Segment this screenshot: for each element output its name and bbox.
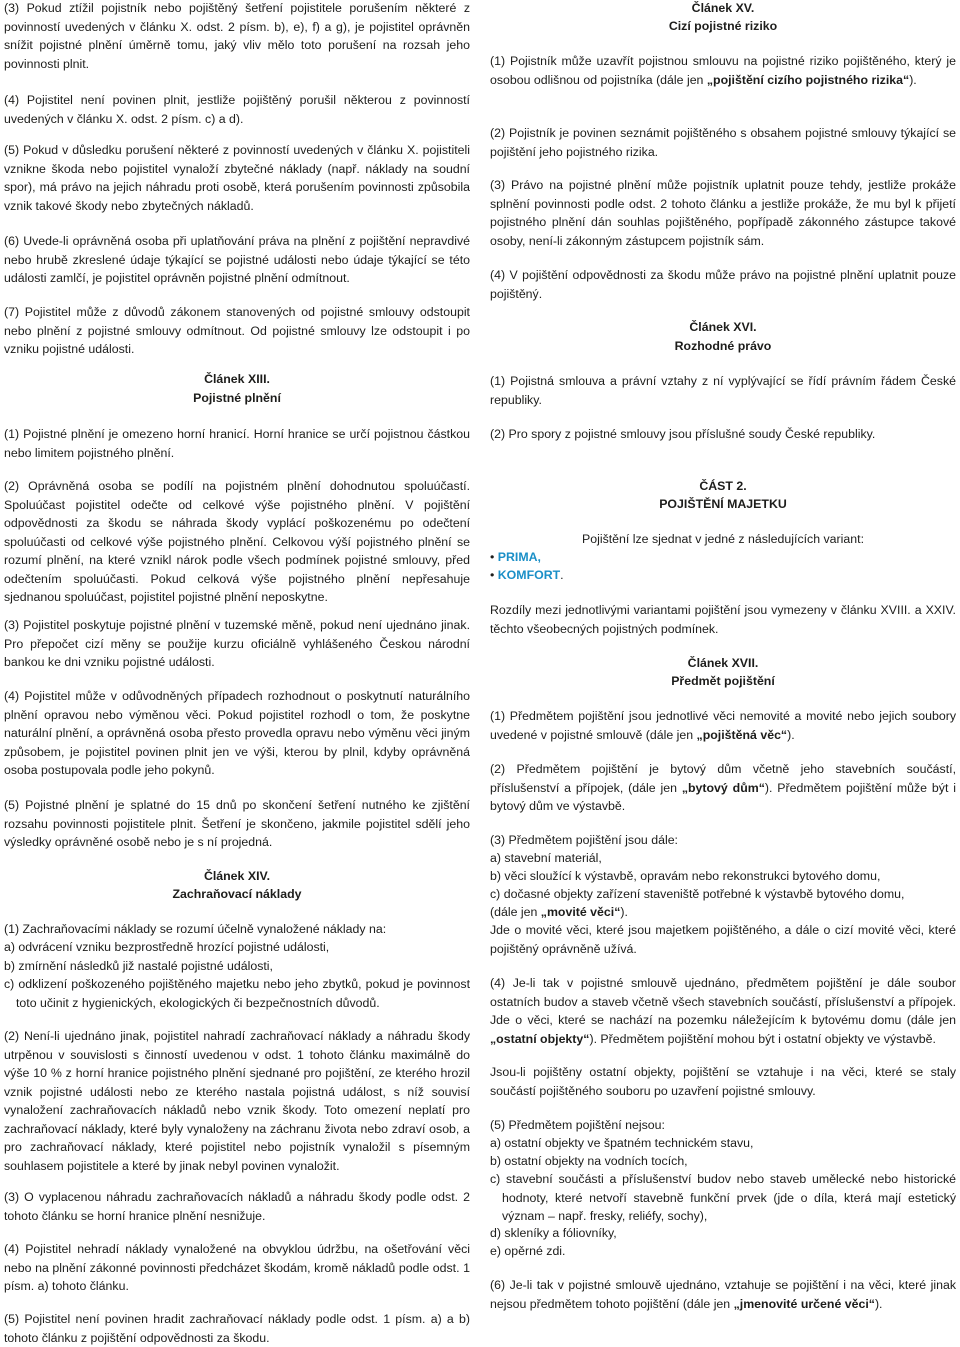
list-item-e: e) opěrné zdi. xyxy=(490,1244,566,1258)
article-15-paragraph-1: (1) Pojistník může uzavřít pojistnou smlouvu na pojistné riziko pojištěného, který je osobou odlišnou od pojistníka (dále jen „pojištění cizího pojistného rizika“). xyxy=(490,54,956,87)
variants-intro: Pojištění lze sjednat v jedné z následujících variant: xyxy=(581,532,864,546)
defined-term: „pojištěná věc“ xyxy=(696,727,788,742)
paragraph-4: (4) Pojistitel není povinen plnit, jestliže pojištěný porušil některou z povinností uvedených v článku X. odst. 2 písm. c) a d). xyxy=(4,93,470,126)
article-16-number: Článek XVI. xyxy=(689,320,757,334)
article-15-number: Článek XV. xyxy=(691,1,755,15)
article-17-paragraph-3-note: Jde o movité věci, které jsou majetkem pojištěného, a dále o cizí movité věci, které pojištěný oprávněně užívá. xyxy=(490,923,956,956)
variants-note: Rozdíly mezi jednotlivými variantami pojištění jsou vymezeny v článku XVIII. a XXIV. těchto všeobecných pojistných podmínek. xyxy=(490,603,956,636)
list-item-b: b) ostatní objekty na vodních tocích, xyxy=(490,1154,688,1168)
variant-item-komfort: • KOMFORT. xyxy=(490,568,564,582)
defined-term: „bytový dům“ xyxy=(681,780,765,795)
article-17-paragraph-2: (2) Předmětem pojištění je bytový dům včetně jeho stavebních součástí, příslušenství a přípojek, (dále jen „bytový dům“). Předmětem pojištění může být i bytový dům ve výstavbě. xyxy=(490,762,956,813)
article-13-paragraph-3: (3) Pojistitel poskytuje pojistné plnění v tuzemské měně, pokud není ujednáno jinak. Pro přepočet cizí měny se použije kurzu oficiálně vyhlášeného Českou národní bankou ke dni vzniku pojistné události. xyxy=(4,618,470,669)
article-13-paragraph-5: (5) Pojistné plnění je splatné do 15 dnů po skončení šetření nutného ke zjištění rozsahu povinnosti pojistitele plnit. Šetření je skončeno, jakmile pojistitel sdělí jeho výsledky oprávněné osobě nebo je s ní projedná. xyxy=(4,798,470,849)
list-item-a: a) ostatní objekty ve špatném technickém stavu, xyxy=(490,1136,754,1150)
article-17-paragraph-4: (4) Je-li tak v pojistné smlouvě ujednáno, předmětem pojištění je dále soubor ostatních budov a staveb včetně všech stavebních součástí, příslušenství a přípojek. Jde o věci, které se nachází na pozemku náležejícím k bytovému domu (dále jen „ostatní objekty“). Předmětem pojištění mohou být i ostatní objekty ve výstavbě. xyxy=(490,976,956,1046)
article-15-title: Cizí pojistné riziko xyxy=(668,19,778,33)
article-17-paragraph-5: (5) Předmětem pojištění nejsou: xyxy=(490,1118,665,1132)
article-17-paragraph-1: (1) Předmětem pojištění jsou jednotlivé věci nemovité a movité nebo jejich soubory uvedené v pojistné smlouvě (dále jen „pojištěná věc“). xyxy=(490,709,956,742)
article-13-paragraph-4: (4) Pojistitel může v odůvodněných případech rozhodnout o poskytnutí naturálního plnění opravou nebo výměnou věci. Pokud pojistitel rozhodl o tom, že poskytne naturální plnění, a oprávněná osoba přesto provedla opravu nebo výměnu věci jiným způsobem, je pojistitel povinen plnit jen ve výši, kterou by plnil, kdyby oprávněná osoba postupovala podle jeho pokynů. xyxy=(4,689,470,777)
article-17-number: Článek XVII. xyxy=(687,656,759,670)
article-13-number: Článek XIII. xyxy=(204,372,270,386)
article-14-paragraph-1: (1) Zachraňovacími náklady se rozumí účelně vynaložené náklady na: xyxy=(4,922,387,936)
list-item-a: a) stavební materiál, xyxy=(490,851,602,865)
article-15-paragraph-4: (4) V pojištění odpovědnosti za škodu může právo na pojistné plnění uplatnit pouze pojištěný. xyxy=(490,268,956,301)
article-13-paragraph-2: (2) Oprávněná osoba se podílí na pojistném plnění dohodnutou spoluúčastí. Spoluúčast pojistitel odečte od celkové výše pojistného plnění. V pojištění odpovědnosti za škodu se náhrada škody vyplácí poškozenému po odečtení spoluúčasti od celkové výše pojistného plnění. Celkovou výší pojistného plnění se rozumí plnění, na které vznikl nárok podle všech podmínek pojistné smlouvy, před odečtením spoluúčasti. Pokud celková výše pojistného plnění nepřesahuje sjednanou spoluúčast, pojistitel pojistné plnění neposkytne. xyxy=(4,479,470,604)
part-2-title: POJIŠTĚNÍ MAJETKU xyxy=(659,497,787,511)
article-15-paragraph-3: (3) Právo na pojistné plnění může pojistník uplatnit pouze tehdy, jestliže prokáže splnění povinnosti podle odst. 2 tohoto článku a jestliže prokáže, že mu byl k přijetí pojistného plnění dán souhlas pojištěného, popřípadě zákonného zástupce takové osoby, není-li zákonným zástupcem pojistník sám. xyxy=(490,178,956,248)
paragraph-6: (6) Uvede-li oprávněná osoba při uplatňování práva na plnění z pojištění nepravdivé nebo hrubě zkreslené údaje týkající se pojistné události nebo údaje týkající se této události zamlčí, je pojistitel oprávněn pojistné plnění odmítnout. xyxy=(4,234,470,285)
article-14-paragraph-4: (4) Pojistitel nehradí náklady vynaložené na obvyklou údržbu, na ošetřování věci nebo na plnění zákonné povinnosti předcházet škodám, kromě nákladů podle odst. 1 písm. a) tohoto článku. xyxy=(4,1242,470,1293)
article-14-title: Zachraňovací náklady xyxy=(172,887,302,901)
list-item-d: d) skleníky a fóliovníky, xyxy=(490,1226,617,1240)
article-13-paragraph-1: (1) Pojistné plnění je omezeno horní hranicí. Horní hranice se určí pojistnou částkou nebo limitem pojistného plnění. xyxy=(4,427,470,460)
part-2-number: ČÁST 2. xyxy=(699,479,747,493)
article-16-paragraph-2: (2) Pro spory z pojistné smlouvy jsou příslušné soudy České republiky. xyxy=(490,427,876,441)
article-14-paragraph-5: (5) Pojistitel není povinen hradit zachraňovací náklady podle odst. 1 písm. a) a b) tohoto článku z pojištění odpovědnosti za škodu. xyxy=(4,1312,470,1345)
article-15-paragraph-2: (2) Pojistník je povinen seznámit pojištěného s obsahem pojistné smlouvy týkající se pojištění jeho pojistného rizika. xyxy=(490,126,956,159)
paragraph-5: (5) Pokud v důsledku porušení některé z povinností uvedených v článku X. pojistiteli vznikne škoda nebo pojistitel vynaloží zbytečné náklady (např. náklady na soudní spor), má právo na jejich náhradu proti osobě, která porušením povinnosti způsobila vznik takové škody nebo zbytečných nákladů. xyxy=(4,143,470,213)
defined-term: „movité věci“ xyxy=(540,905,621,919)
variant-item-prima: • PRIMA, xyxy=(490,550,541,564)
paragraph-3: (3) Pokud ztížil pojistník nebo pojištěný šetření pojistitele porušením některé z povinností uvedených v článku X. odst. 2 písm. b), e), f) a g), je pojistitel oprávněn snížit pojistné plnění úměrně tomu, jaký vliv mělo toto porušení na rozsah jeho povinnosti plnit. xyxy=(4,1,470,71)
bullet-icon: • xyxy=(490,550,495,564)
article-16-paragraph-1: (1) Pojistná smlouva a právní vztahy z ní vyplývající se řídí právním řádem České republiky. xyxy=(490,374,956,407)
article-16-title: Rozhodné právo xyxy=(674,339,772,353)
list-item-c: c) dočasné objekty zařízení staveniště potřebné k výstavbě bytového domu, xyxy=(490,887,905,901)
article-17-paragraph-4-note: Jsou-li pojištěny ostatní objekty, pojištění se vztahuje i na věci, které se staly součástí pojištěného souboru po uzavření pojistné smlouvy. xyxy=(490,1065,956,1098)
defined-term: „pojištění cizího pojistného rizika“ xyxy=(706,72,910,87)
article-14-paragraph-2: (2) Není-li ujednáno jinak, pojistitel nahradí zachraňovací náklady a náhradu škody utrpěnou v souvislosti s činností uvedenou v odst. 1 tohoto článku maximálně do výše 10 % z horní hranice pojistného plnění sjednané pro pojištění, ze kterého hrozil vznik pojistné události nebo ze kterého nastala pojistná událost, s níž souvisí vynaložení zachraňovacích nákladů nebo vznik škody. Toto omezení neplatí pro zachraňovací náklady, které byly vynaloženy na záchranu života nebo zdraví osob, a pro zachraňovací náklady, které pojistitel nebo pojistník vynaložil s písemným souhlasem pojistitele a které by jinak nebyl povinen vynaložit. xyxy=(4,1029,470,1173)
list-item-c-continuation: (dále jen „movité věci“). xyxy=(490,905,628,919)
defined-term: „jmenovité určené věci“ xyxy=(733,1296,875,1311)
article-17-paragraph-3: (3) Předmětem pojištění jsou dále: xyxy=(490,833,678,847)
list-item-c: c) stavební součásti a příslušenství budov nebo staveb umělecké nebo historické hodnoty, které netvoří stavebně funkční prvek (jde o díla, která mají estetický význam – např. fresky, reliéfy, sochy), xyxy=(490,1172,956,1223)
list-item-b: b) věci sloužící k výstavbě, opravám nebo rekonstrukci bytového domu, xyxy=(490,869,881,883)
list-item-a: a) odvrácení vzniku bezprostředně hrozící pojistné události, xyxy=(4,940,330,954)
defined-term: „ostatní objekty“ xyxy=(490,1031,590,1046)
article-17-paragraph-6: (6) Je-li tak v pojistné smlouvě ujednáno, vztahuje se pojištění i na věci, které jinak nejsou předmětem tohoto pojištění (dále jen „jmenovité určené věci“). xyxy=(490,1278,956,1311)
list-item-c: c) odklizení poškozeného pojištěného majetku nebo jeho zbytků, pokud je povinnost toto učinit z hygienických, ekologických či bezpečnostních důvodů. xyxy=(4,977,470,1010)
article-14-paragraph-3: (3) O vyplacenou náhradu zachraňovacích nákladů a náhradu škody podle odst. 2 tohoto článku se horní hranice plnění nesnižuje. xyxy=(4,1190,470,1223)
list-item-b: b) zmírnění následků již nastalé pojistné události, xyxy=(4,959,273,973)
bullet-icon: • xyxy=(490,568,495,582)
paragraph-7: (7) Pojistitel může z důvodů zákonem stanovených od pojistné smlouvy odstoupit nebo plnění z pojistné smlouvy odmítnout. Od pojistné smlouvy lze odstoupit i po vzniku pojistné události. xyxy=(4,305,470,356)
article-17-title: Předmět pojištění xyxy=(671,674,775,688)
article-14-number: Článek XIV. xyxy=(203,869,271,883)
article-13-title: Pojistné plnění xyxy=(193,391,281,405)
